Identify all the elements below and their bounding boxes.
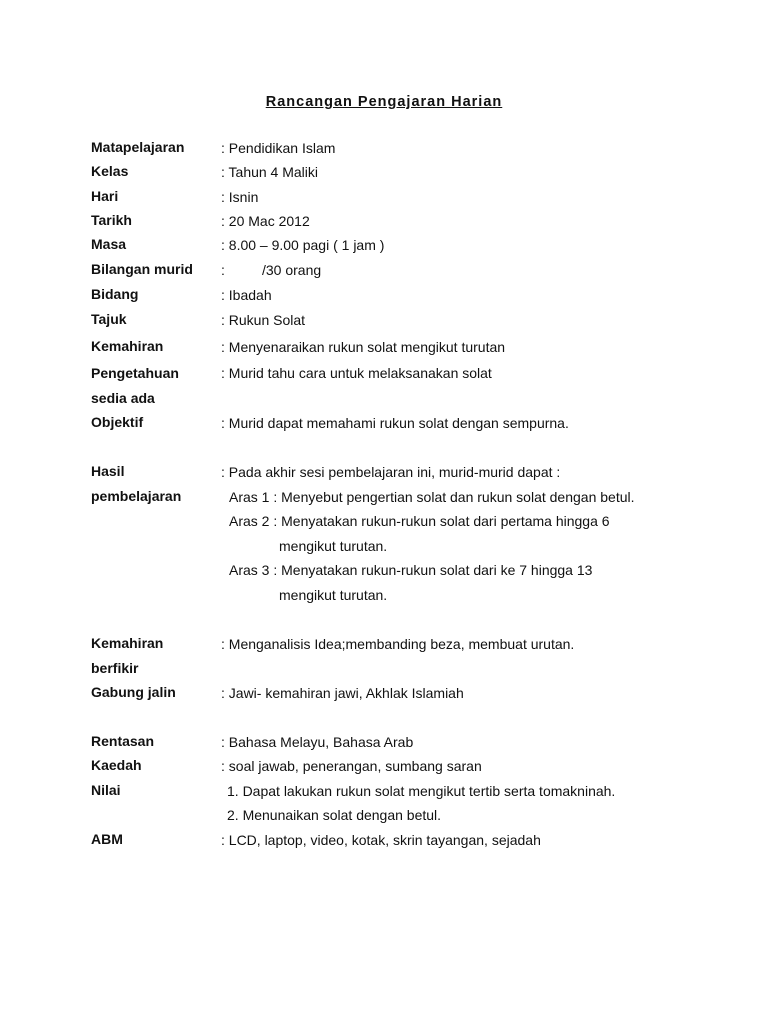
value-kelas: : Tahun 4 Maliki (221, 164, 319, 180)
value-masa: : 8.00 – 9.00 pagi ( 1 jam ) (221, 237, 385, 253)
label-bilangan-murid: Bilangan murid (91, 261, 193, 277)
label-matapelajaran: Matapelajaran (91, 139, 185, 155)
colon-bilangan-murid: : (221, 262, 225, 278)
value-hasil-aras3: Aras 3 : Menyatakan rukun-rukun solat dari ke 7 hingga 13 (229, 562, 593, 578)
label-gabung-jalin: Gabung jalin (91, 684, 176, 700)
value-nilai-item1: 1. Dapat lakukan rukun solat mengikut tertib serta tomakninah. (227, 783, 616, 799)
label-objektif: Objektif (91, 414, 144, 430)
label-hasil-line2: pembelajaran (91, 488, 182, 504)
label-kemahiran-berfikir-line1: Kemahiran (91, 635, 164, 651)
value-kemahiran-berfikir: : Menganalisis Idea;membanding beza, membuat urutan. (221, 636, 575, 652)
label-kemahiran-berfikir-line2: berfikir (91, 660, 139, 676)
label-nilai: Nilai (91, 782, 121, 798)
label-tarikh: Tarikh (91, 212, 132, 228)
value-tajuk: : Rukun Solat (221, 312, 306, 328)
label-kemahiran: Kemahiran (91, 338, 164, 354)
value-bilangan-murid: /30 orang (262, 262, 322, 278)
value-hasil-aras3-cont: mengikut turutan. (279, 587, 388, 603)
value-rentasan: : Bahasa Melayu, Bahasa Arab (221, 734, 414, 750)
value-kemahiran: : Menyenaraikan rukun solat mengikut turutan (221, 339, 506, 355)
label-abm: ABM (91, 831, 123, 847)
value-hasil-aras2: Aras 2 : Menyatakan rukun-rukun solat dari pertama hingga 6 (229, 513, 610, 529)
page-title: Rancangan Pengajaran Harian (265, 94, 503, 110)
label-hari: Hari (91, 188, 119, 204)
label-rentasan: Rentasan (91, 733, 155, 749)
value-hasil-aras1: Aras 1 : Menyebut pengertian solat dan rukun solat dengan betul. (229, 489, 635, 505)
value-tarikh: : 20 Mac 2012 (221, 213, 310, 229)
value-pengetahuan: : Murid tahu cara untuk melaksanakan solat (221, 365, 492, 381)
label-kaedah: Kaedah (91, 757, 142, 773)
label-tajuk: Tajuk (91, 311, 127, 327)
label-masa: Masa (91, 236, 127, 252)
value-hari: : Isnin (221, 189, 259, 205)
label-hasil-line1: Hasil (91, 463, 125, 479)
label-kelas: Kelas (91, 163, 129, 179)
value-bidang: : Ibadah (221, 287, 272, 303)
label-bidang: Bidang (91, 286, 139, 302)
value-objektif: : Murid dapat memahami rukun solat dengan sempurna. (221, 415, 569, 431)
value-nilai-item2: 2. Menunaikan solat dengan betul. (227, 807, 442, 823)
value-kaedah: : soal jawab, penerangan, sumbang saran (221, 758, 482, 774)
value-gabung-jalin: : Jawi- kemahiran jawi, Akhlak Islamiah (221, 685, 464, 701)
value-abm: : LCD, laptop, video, kotak, skrin tayangan, sejadah (221, 832, 541, 848)
value-matapelajaran: : Pendidikan Islam (221, 140, 336, 156)
label-pengetahuan-line2: sedia ada (91, 390, 155, 406)
value-hasil-aras2-cont: mengikut turutan. (279, 538, 388, 554)
value-hasil-intro: : Pada akhir sesi pembelajaran ini, murid-murid dapat : (221, 464, 561, 480)
label-pengetahuan-line1: Pengetahuan (91, 365, 179, 381)
